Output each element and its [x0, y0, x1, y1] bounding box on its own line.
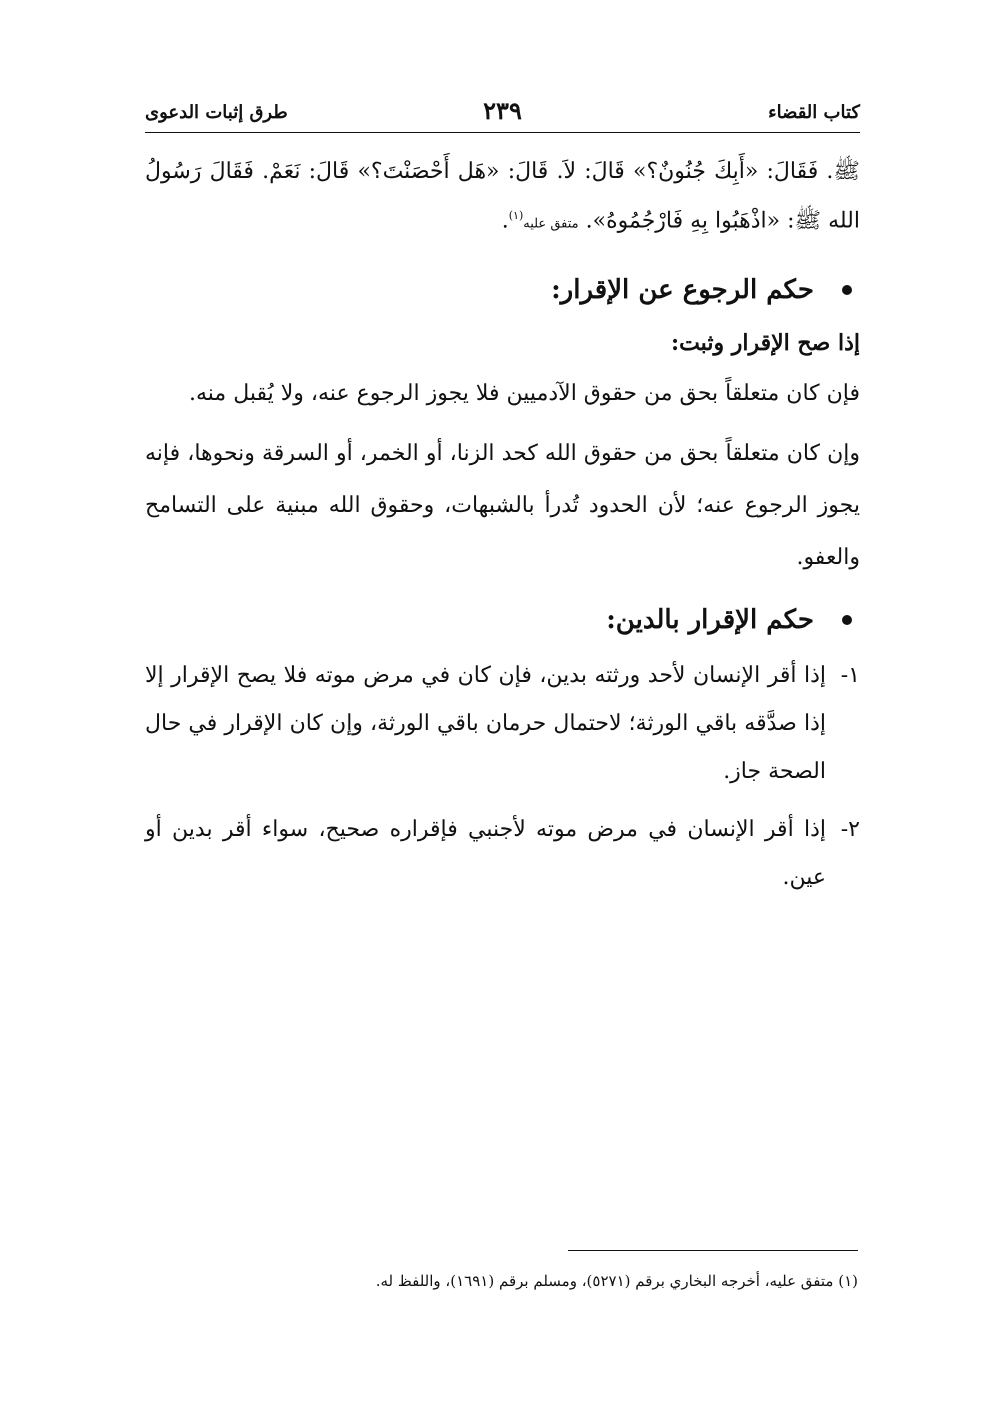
- hadith-continuation: [145, 150, 860, 246]
- list-item: [145, 806, 860, 902]
- footnote: (١) متفق عليه، أخرجه البخاري برقم (٥٢٧١)، ومسلم برقم (١٦٩١)، واللفظ له.: [375, 1272, 858, 1290]
- running-header: [145, 96, 860, 133]
- section-heading-text: حكم الإقرار بالدين:: [606, 605, 814, 636]
- section-heading-debt: [145, 592, 860, 648]
- list-item-text: إذا أقر الإنسان في مرض موته لأجنبي فإقراره صحيح، سواء أقر بدين أو عين.: [145, 817, 826, 891]
- book-title: كتاب القضاء: [768, 102, 860, 123]
- list-item-text: إذا أقر الإنسان لأحد ورثته بدين، فإن كان في مرض موته فلا يصح الإقرار إلا إذا صدَّقه باقي الورثة؛ لاحتمال حرمان باقي الورثة، وإن كان الإقرار في حال الصحة جاز.: [145, 663, 826, 785]
- paragraph-rights-of-god: وإن كان متعلقاً بحق من حقوق الله كحد الزنا، أو الخمر، أو السرقة ونحوها، فإنه يجوز الرجوع عنه؛ لأن الحدود تُدرأ بالشبهات، وحقوق الله مبنية على التسامح والعفو.: [145, 441, 860, 571]
- footnote-divider: [568, 1250, 858, 1251]
- hadith-reference: متفق عليه: [523, 216, 579, 232]
- hadith-text: ﷺ. فَقَالَ: «أَبِكَ جُنُونٌ؟» قَالَ: لاَ. قَالَ: «هَل أَحْصَنْتَ؟» قَالَ: نَعَمْ. فَقَالَ رَسُولُ الله ﷺ: «اذْهَبُوا بِهِ فَارْجُمُوهُ».: [145, 159, 860, 234]
- sentence-end: .: [501, 208, 509, 234]
- section-heading-text: حكم الرجوع عن الإقرار:: [551, 275, 814, 306]
- bullet-icon: [842, 615, 852, 625]
- paragraph-human-rights: فإن كان متعلقاً بحق من حقوق الآدميين فلا يجوز الرجوع عنه، ولا يُقبل منه.: [189, 381, 860, 407]
- bullet-icon: [842, 285, 852, 295]
- chapter-title: طرق إثبات الدعوى: [145, 102, 288, 123]
- page-number: ٢٣٩: [483, 96, 522, 125]
- section-heading-retraction: [145, 262, 860, 318]
- list-item-number: ٢-: [840, 817, 860, 843]
- page-body: [145, 150, 860, 902]
- footnote-marker[interactable]: (١): [508, 209, 524, 222]
- list-item: [145, 652, 860, 796]
- subheading-confession-valid: إذا صح الإقرار وثبت:: [670, 330, 860, 357]
- list-item-number: ١-: [840, 663, 860, 689]
